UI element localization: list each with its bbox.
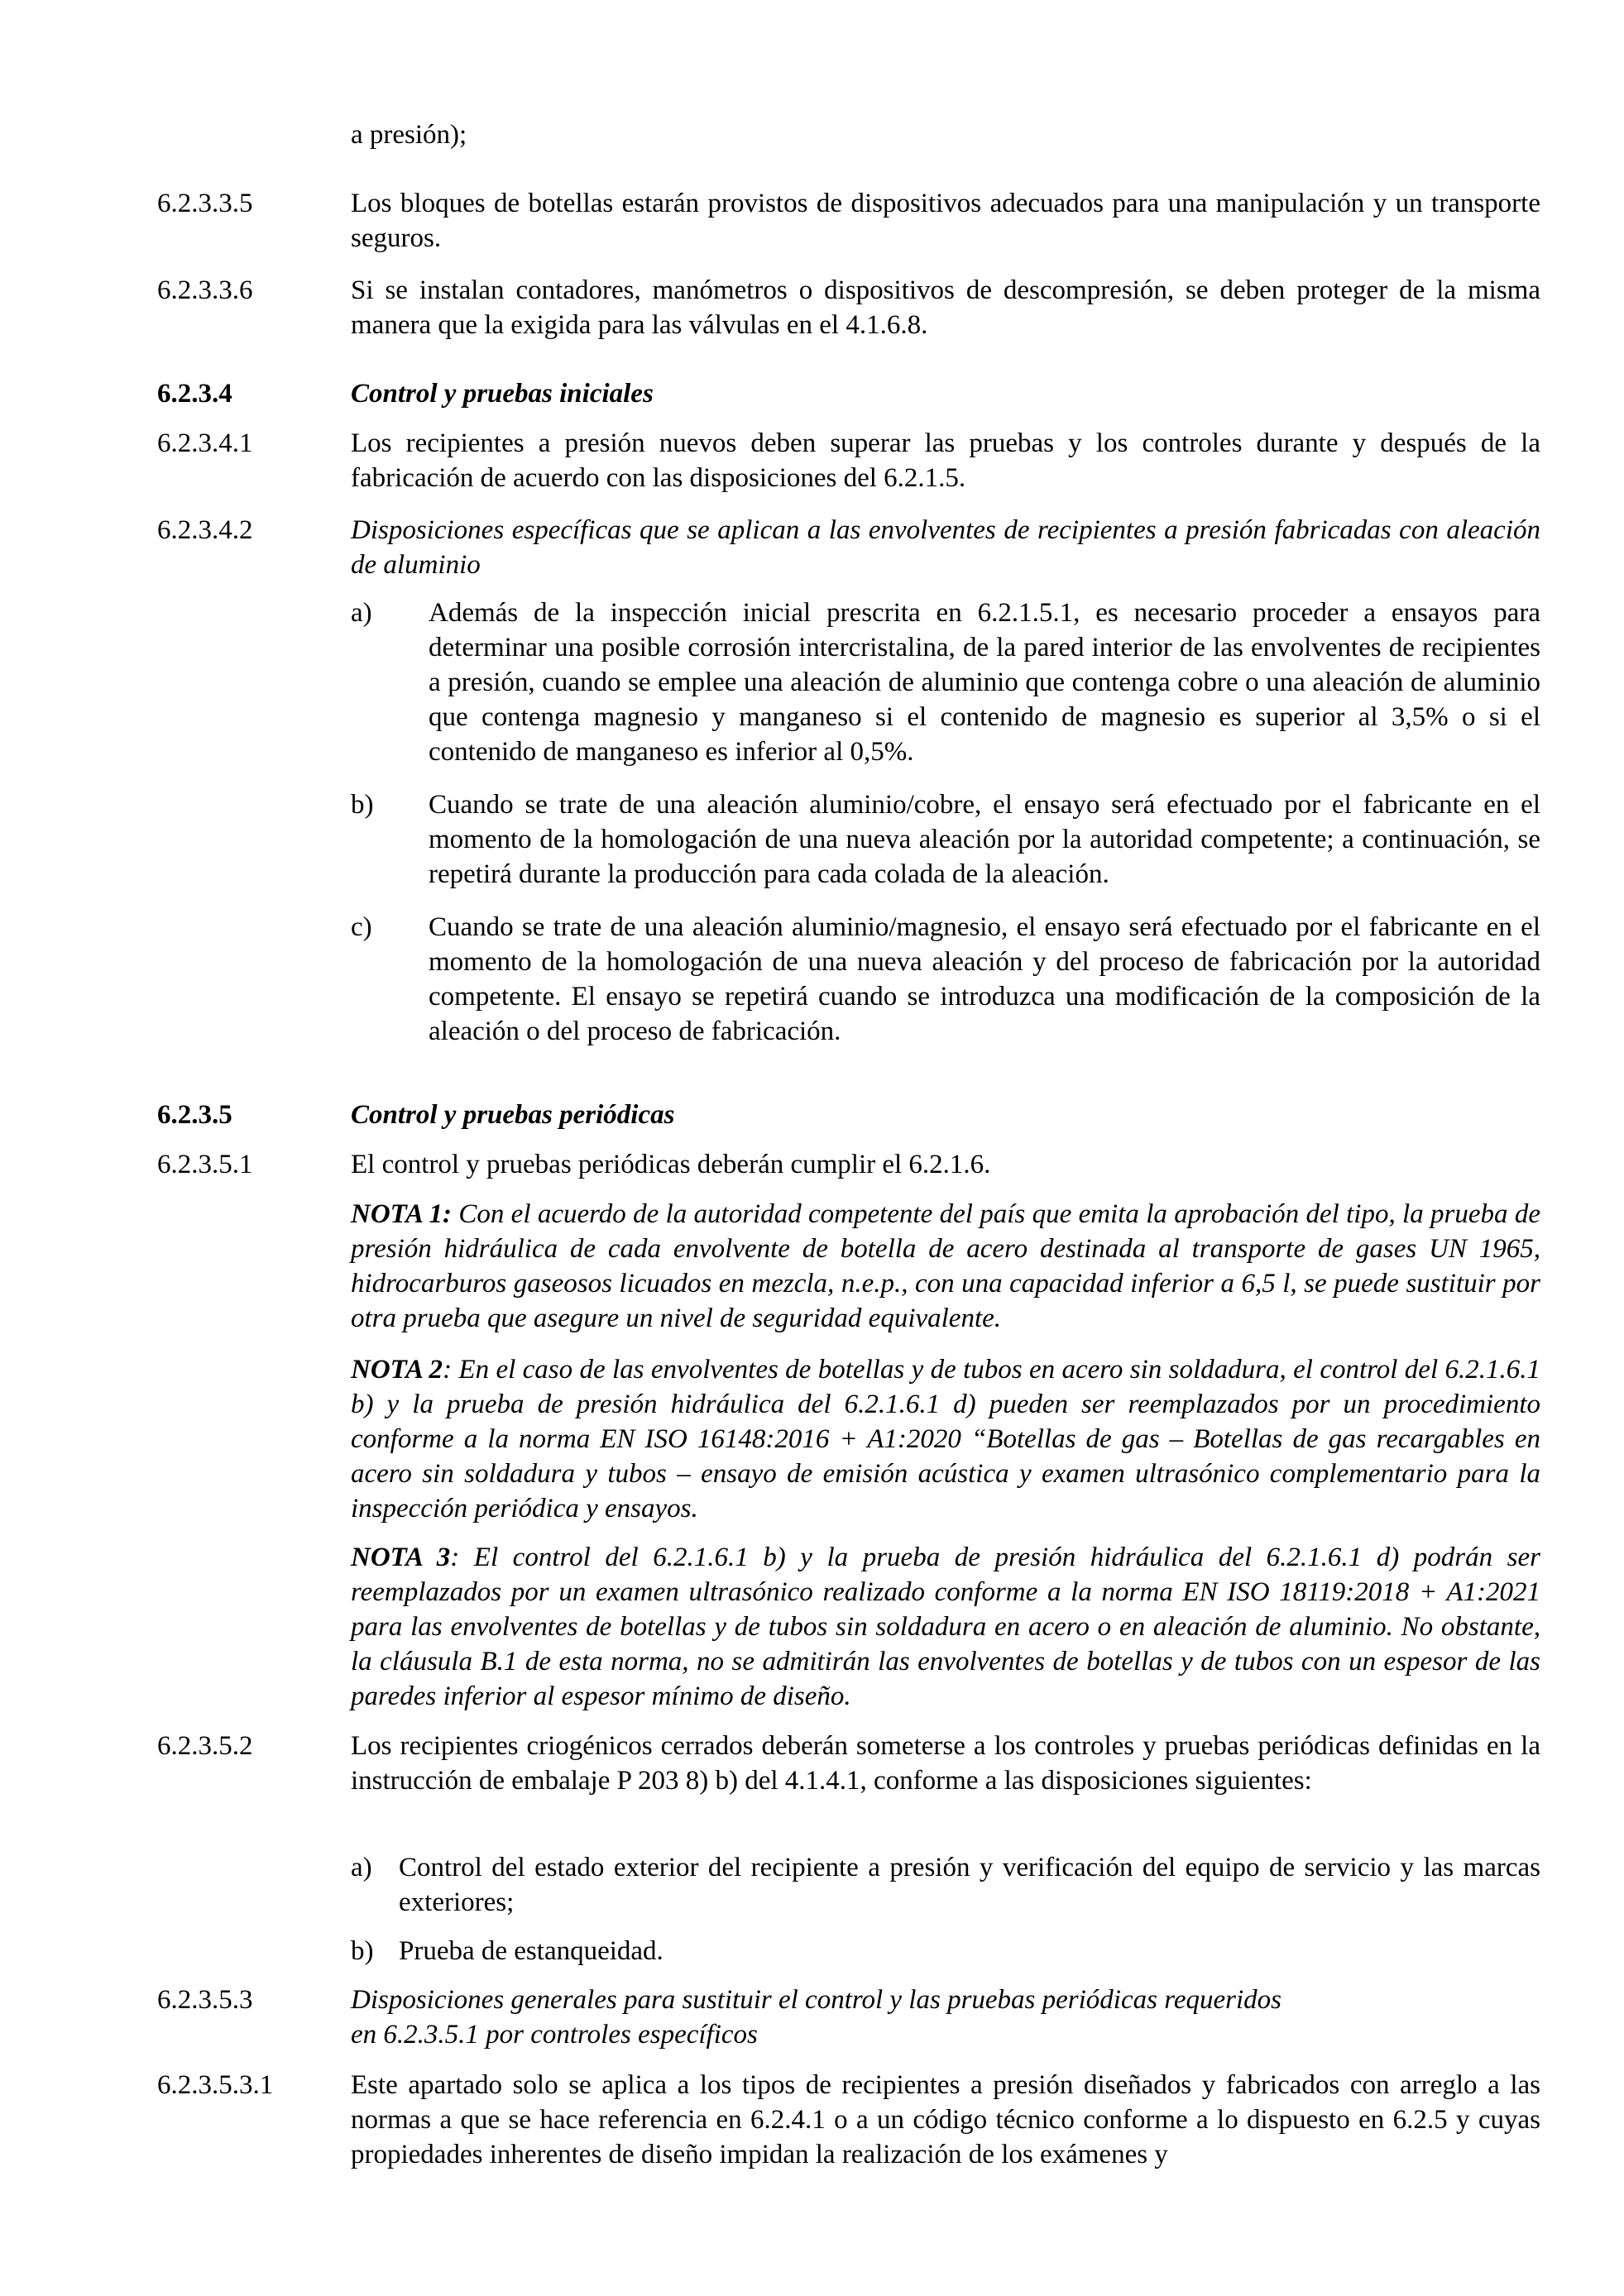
- section-number: 6.2.3.4: [157, 379, 232, 409]
- note-body: Con el acuerdo de la autoridad competente del país que emita la aprobación del tipo, la prueba de presión hidráulica de cada envolvente de botella de acero destinada al transporte de gases UN 1965, hidrocarburos gaseosos licuados en mezcla, n.e.p., con una capacidad inferior a 6,5 l, se puede sustituir por otra prueba que asegure un nivel de seguridad equivalente.: [351, 1199, 1540, 1333]
- paragraph-text: [351, 1983, 1540, 2052]
- list-label: c): [351, 912, 372, 942]
- note-body: : En el caso de las envolventes de botellas y de tubos en acero sin soldadura, el control del 6.2.1.6.1 b) y la prueba de presión hidráulica del 6.2.1.6.1 d) pueden ser reemplazados por un procedimiento conforme a la norma EN ISO 16148:2016 + A1:2020 “Botellas de gas – Botellas de gas recargables en acero sin soldadura y tubos – ensayo de emisión acústica y examen ultrasónico complementario para la inspección periódica y ensayos.: [351, 1355, 1540, 1523]
- note-text: [351, 1197, 1540, 1336]
- paragraph-line: en 6.2.3.5.1 por controles específicos: [351, 2020, 758, 2050]
- section-title: Control y pruebas iniciales: [351, 379, 654, 409]
- note-label: NOTA 3: [351, 1543, 451, 1572]
- paragraph-number: 6.2.3.5.3: [157, 1985, 253, 2015]
- paragraph-line: Disposiciones generales para sustituir el control y las pruebas periódicas requeridos: [351, 1985, 1281, 2015]
- list-label: a): [351, 598, 372, 628]
- paragraph-number: 6.2.3.5.2: [157, 1731, 253, 1761]
- paragraph-text: Los bloques de botellas estarán provistos de dispositivos adecuados para una manipulación y un transporte seguros.: [351, 189, 1540, 253]
- paragraph-text: Los recipientes criogénicos cerrados deberán someterse a los controles y pruebas periódicas definidas en la instrucción de embalaje P 203 8) b) del 4.1.4.1, conforme a las disposiciones siguientes:: [351, 1731, 1540, 1796]
- paragraph-text: Si se instalan contadores, manómetros o dispositivos de descompresión, se deben proteger de la misma manera que la exigida para las válvulas en el 4.1.6.8.: [351, 275, 1540, 340]
- list-text: Cuando se trate de una aleación aluminio/cobre, el ensayo será efectuado por el fabricante en el momento de la homologación de una nueva aleación por la autoridad competente; a continuación, se repetirá durante la producción para cada colada de la aleación.: [429, 790, 1540, 889]
- note-label: NOTA 2: [351, 1355, 443, 1385]
- list-text: Además de la inspección inicial prescrita en 6.2.1.5.1, es necesario proceder a ensayos para determinar una posible corrosión intercristalina, de la pared interior de las envolventes de recipientes a presión, cuando se emplee una aleación de aluminio que contenga cobre o una aleación de aluminio que contenga magnesio y manganeso si el contenido de magnesio es superior al 3,5% o si el contenido de manganeso es inferior al 0,5%.: [429, 598, 1540, 767]
- list-label: b): [351, 790, 374, 820]
- paragraph-text: El control y pruebas periódicas deberán cumplir el 6.2.1.6.: [351, 1150, 991, 1179]
- paragraph-number: 6.2.3.4.1: [157, 428, 253, 458]
- paragraph-number: 6.2.3.3.6: [157, 275, 253, 305]
- paragraph-number: 6.2.3.5.3.1: [157, 2070, 274, 2100]
- list-label: b): [351, 1936, 374, 1966]
- note-body: : El control del 6.2.1.6.1 b) y la prueba de presión hidráulica del 6.2.1.6.1 d) podrán ser reemplazados por un examen ultrasónico realizado conforme a la norma EN ISO 18119:2018 + A1:2021 para las envolventes de botellas y de tubos sin soldadura en acero o en aleación de aluminio. No obstante, la cláusula B.1 de esta norma, no se admitirán las envolventes de botellas y de tubos con un espesor de las paredes inferior al espesor mínimo de diseño.: [351, 1543, 1540, 1711]
- section-title: Control y pruebas periódicas: [351, 1100, 675, 1130]
- paragraph-number: 6.2.3.5.1: [157, 1150, 253, 1179]
- paragraph-text: Disposiciones específicas que se aplican a las envolventes de recipientes a presión fabricadas con aleación de aluminio: [351, 515, 1540, 580]
- note-label: NOTA 1:: [351, 1199, 453, 1229]
- list-label: a): [351, 1853, 372, 1882]
- paragraph-number: 6.2.3.4.2: [157, 515, 253, 545]
- list-text: Control del estado exterior del recipiente a presión y verificación del equipo de servicio y las marcas exteriores;: [399, 1853, 1540, 1917]
- paragraph-text: Este apartado solo se aplica a los tipos de recipientes a presión diseñados y fabricados con arreglo a las normas a que se hace referencia en 6.2.4.1 o a un código técnico conforme a lo dispuesto en 6.2.5 y cuyas propiedades inherentes de diseño impidan la realización de los exámenes y: [351, 2070, 1540, 2169]
- list-text: Prueba de estanqueidad.: [399, 1936, 663, 1966]
- note-text: [351, 1352, 1540, 1526]
- note-text: [351, 1540, 1540, 1714]
- list-text: Cuando se trate de una aleación aluminio/magnesio, el ensayo será efectuado por el fabricante en el momento de la homologación de una nueva aleación y del proceso de fabricación por la autoridad competente. El ensayo se repetirá cuando se introduzca una modificación de la composición de la aleación o del proceso de fabricación.: [429, 912, 1540, 1046]
- section-number: 6.2.3.5: [157, 1100, 232, 1130]
- paragraph-number: 6.2.3.3.5: [157, 189, 253, 218]
- paragraph-text: Los recipientes a presión nuevos deben superar las pruebas y los controles durante y después de la fabricación de acuerdo con las disposiciones del 6.2.1.5.: [351, 428, 1540, 493]
- paragraph-text: a presión);: [351, 120, 467, 150]
